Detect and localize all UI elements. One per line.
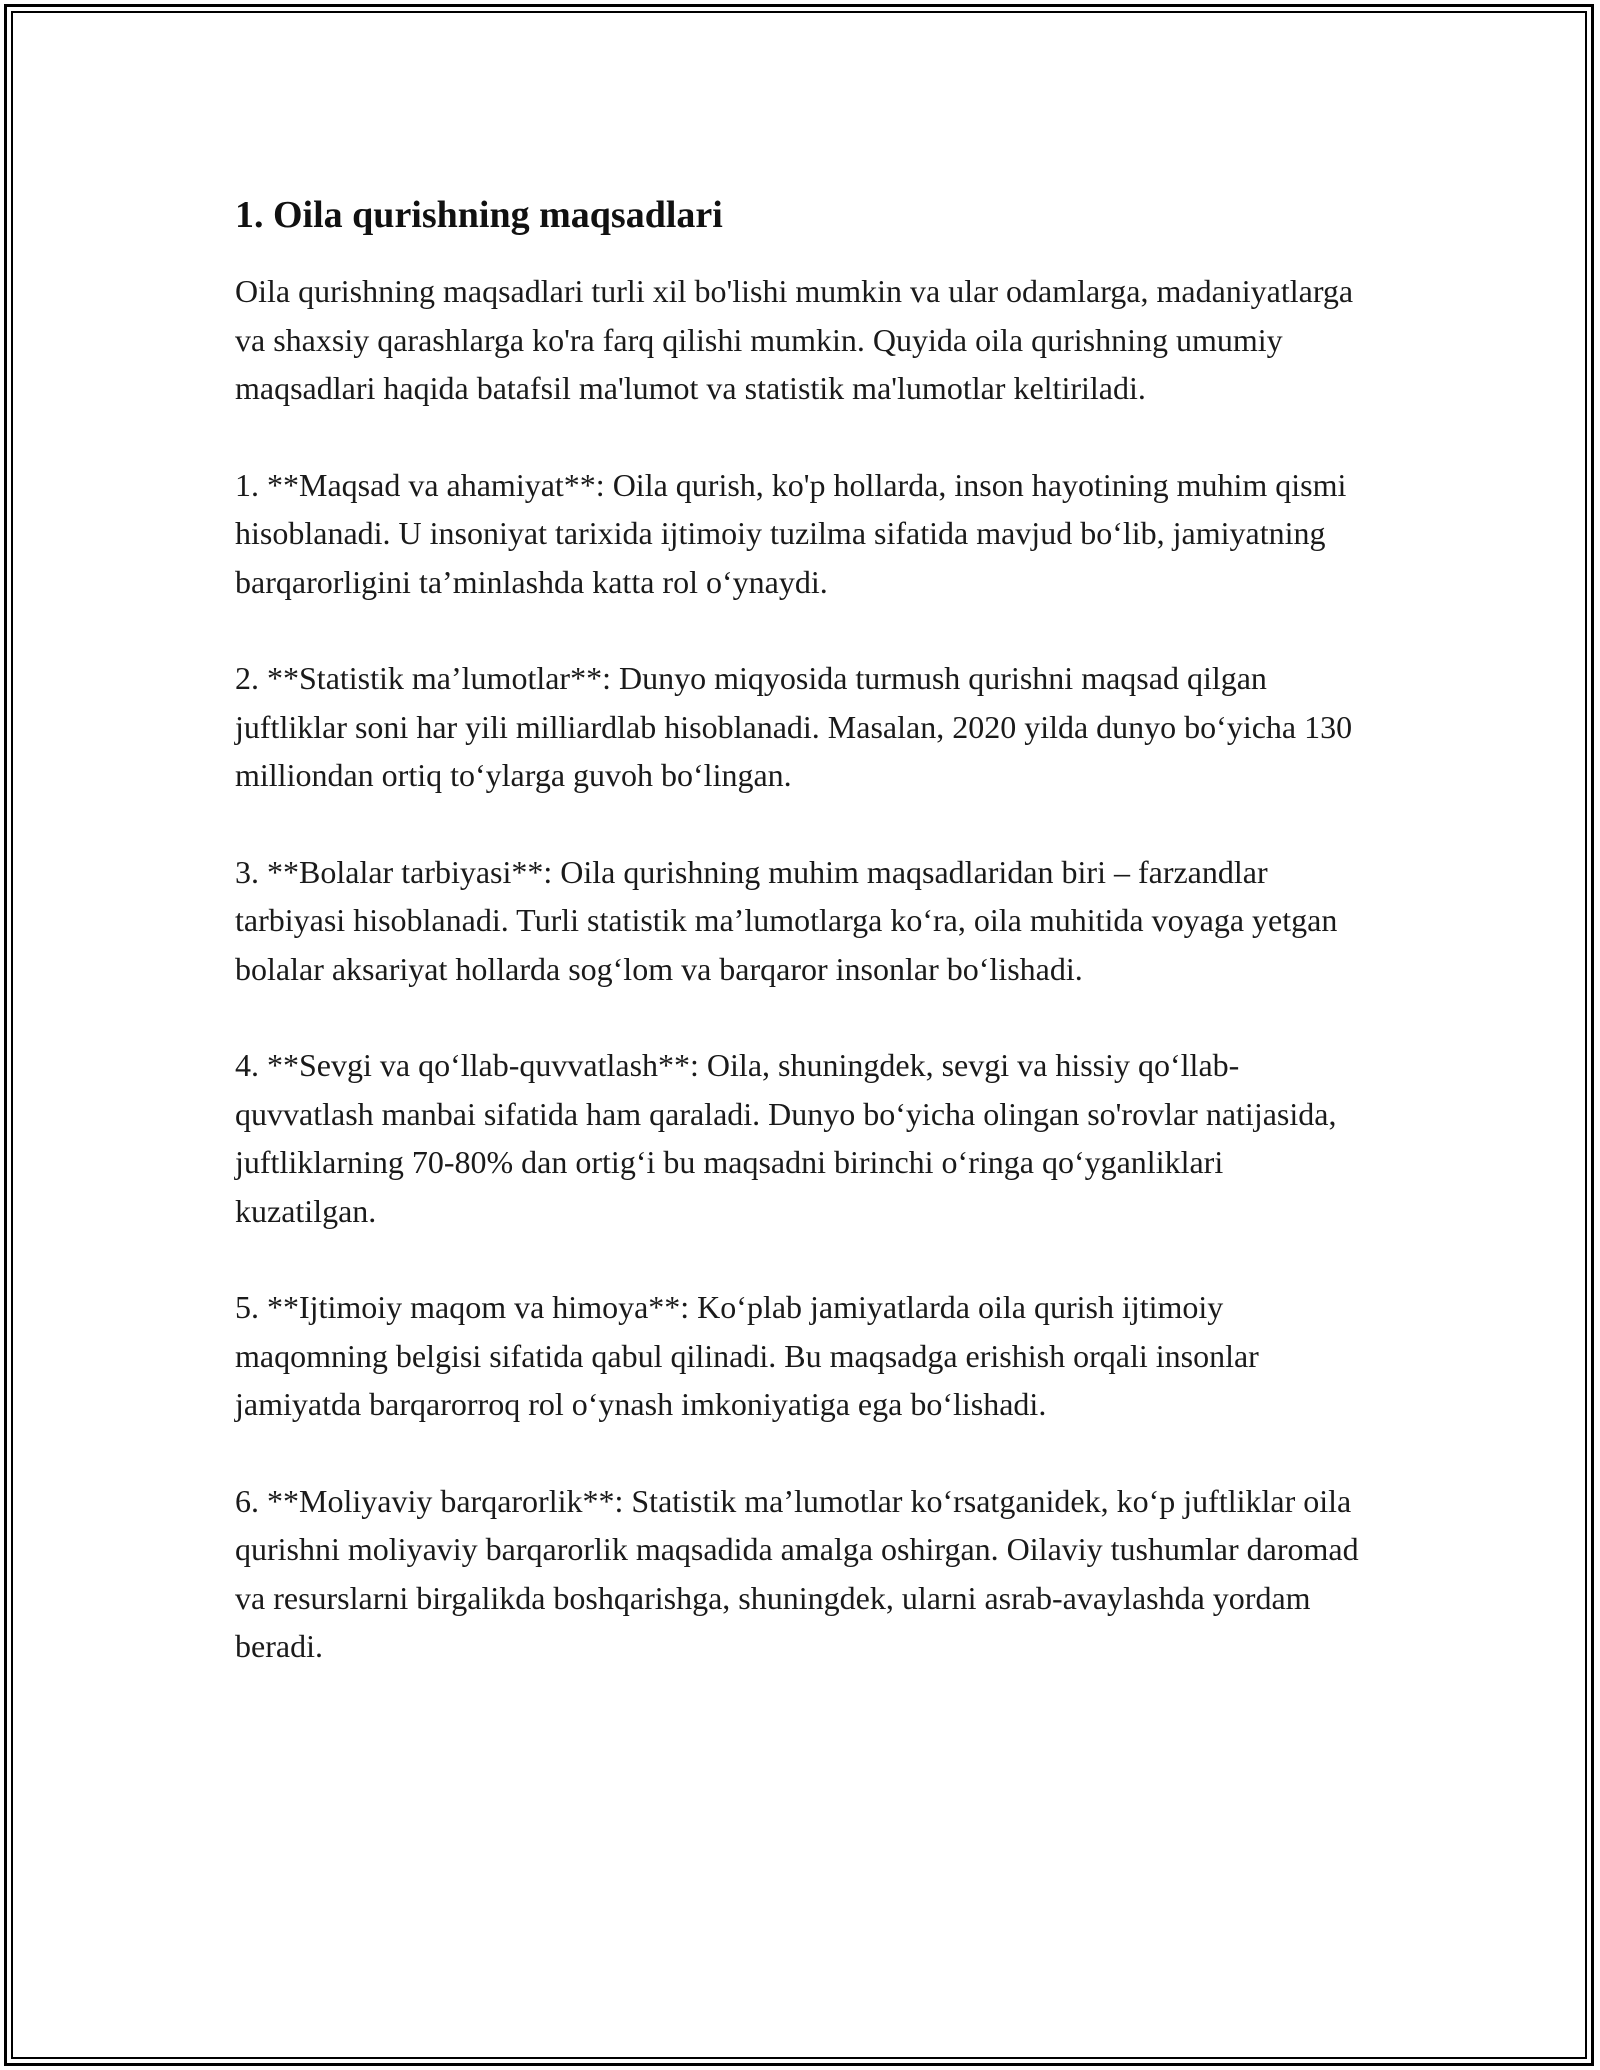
paragraph-child-upbringing: 3. **Bolalar tarbiyasi**: Oila qurishning muhim maqsadlaridan biri – farzandlar tarbiyasi hisoblanadi. Turli statistik ma’lumotlarga ko‘ra, oila muhitida voyaga yetgan bolalar aksariyat hollarda sog‘lom va barqaror insonlar bo‘lishadi.	[235, 853, 1338, 987]
paragraph-love-support: 4. **Sevgi va qo‘llab-quvvatlash**: Oila, shuningdek, sevgi va hissiy qo‘llab-quvvatlash manbai sifatida ham qaraladi. Dunyo bo‘yicha olingan so'rovlar natijasida, juftliklarning 70-80% dan ortig‘i bu maqsadni birinchi o‘ringa qo‘yganliklari kuzatilgan.	[235, 1047, 1337, 1229]
paragraph-statistics: 2. **Statistik ma’lumotlar**: Dunyo miqyosida turmush qurishni maqsad qilgan juftliklar soni har yili milliardlab hisoblanadi. Masalan, 2020 yilda dunyo bo‘yicha 130 milliondan ortiq to‘ylarga guvoh bo‘lingan.	[235, 660, 1353, 793]
paragraph-intro: Oila qurishning maqsadlari turli xil bo'lishi mumkin va ular odamlarga, madaniyatlarga va shaxsiy qarashlarga ko'ra farq qilishi mumkin. Quyida oila qurishning umumiy maqsadlari haqida batafsil ma'lumot va statistik ma'lumotlar keltiriladi.	[235, 273, 1354, 406]
document-body	[235, 185, 1365, 1719]
paragraph-purpose-importance: 1. **Maqsad va ahamiyat**: Oila qurish, ko'p hollarda, inson hayotining muhim qismi hisoblanadi. U insoniyat tarixida ijtimoiy tuzilma sifatida mavjud bo‘lib, jamiyatning barqarorligini ta’minlashda katta rol o‘ynaydi.	[235, 466, 1347, 600]
paragraph-financial-stability: 6. **Moliyaviy barqarorlik**: Statistik ma’lumotlar ko‘rsatganidek, ko‘p juftliklar oila qurishni moliyaviy barqarorlik maqsadida amalga oshirgan. Oilaviy tushumlar daromad va resurslarni birgalikda boshqarishga, shuningdek, ularni asrab-avaylashda yordam beradi.	[235, 1482, 1359, 1664]
document-title: 1. Oila qurishning maqsadlari	[235, 194, 723, 236]
paragraph-social-status: 5. **Ijtimoiy maqom va himoya**: Ko‘plab jamiyatlarda oila qurish ijtimoiy maqomning belgisi sifatida qabul qilinadi. Bu maqsadga erishish orqali insonlar jamiyatda barqarorroq rol o‘ynash imkoniyatiga ega bo‘lishadi.	[235, 1289, 1259, 1422]
